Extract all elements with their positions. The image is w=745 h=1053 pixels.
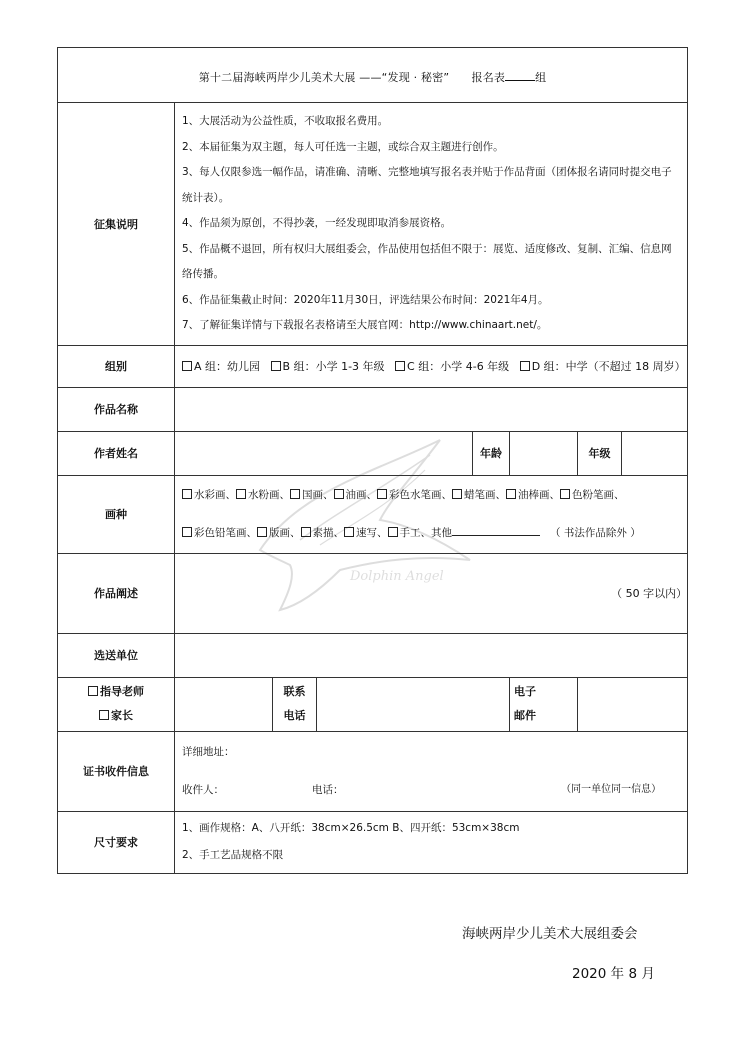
parent-checkbox[interactable] [99,710,109,720]
issue-date: 2020 年 8 月 [572,966,655,982]
media-option: 速写、 [356,527,388,539]
media-checkbox[interactable] [344,527,354,537]
note-item: 2、本届征集为双主题，每人可任选一主题，或综合双主题进行创作。 [182,140,504,153]
address-label: 详细地址： [182,746,235,758]
media-checkbox[interactable] [377,489,387,499]
note-item: 1、大展活动为公益性质，不收取报名费用。 [182,115,389,127]
email-field[interactable] [578,677,688,731]
media-checkbox[interactable] [506,489,516,499]
note-item: 3、每人仅限参选一幅作品，请准确、清晰、完整地填写报名表并贴于作品背面（团体报名请同时提交电子统计表）。 [182,166,672,204]
media-line-1 [182,476,681,514]
media-note: （ 书法作品除外 ） [550,527,641,539]
phone-label-line2: 电话 [283,709,306,722]
author-name-field[interactable] [175,431,473,475]
media-checkbox[interactable] [257,527,267,537]
media-option: 彩色铅笔画、 [194,527,257,539]
recipient-line[interactable] [182,771,681,809]
notes-content [175,103,688,346]
other-media-field[interactable] [452,523,540,536]
group-options [175,345,688,387]
parent-label: 家长 [111,709,133,722]
age-field[interactable] [510,431,578,475]
recipient-label: 收件人： [182,784,224,796]
phone-field[interactable] [317,677,510,731]
form-title [58,48,688,103]
media-checkbox[interactable] [560,489,570,499]
media-checkbox[interactable] [452,489,462,499]
email-label-line2: 邮件 [514,709,536,722]
form-title-main: 第十二届海峡两岸少儿美术大展 ——“发现 · 秘密” [198,70,450,84]
form-title-form: 报名表 [471,70,506,84]
group-label: 组别 [58,345,175,387]
media-line-2 [182,514,681,552]
group-c-label: C 组：小学 4-6 年级 [407,360,510,373]
work-name-field[interactable] [175,387,688,431]
media-option: 油棒画、 [518,489,560,501]
note-item: 6、作品征集截止时间：2020年11月30日，评选结果公布时间：2021年4月。 [182,293,549,306]
teacher-label: 指导老师 [100,685,144,698]
size-requirements [175,811,688,873]
teacher-parent-label [58,677,175,731]
notes-label: 征集说明 [58,103,175,346]
teacher-checkbox[interactable] [88,686,98,696]
note-item: 4、作品须为原创，不得抄袭，一经发现即取消参展资格。 [182,217,452,229]
media-option: 蜡笔画、 [464,489,506,501]
svg-text:Dolphin Angel: Dolphin Angel [350,569,444,584]
phone-label-line1: 联系 [283,685,306,698]
media-option: 水粉画、 [248,489,290,501]
description-field[interactable] [175,553,688,633]
group-c-checkbox[interactable] [395,361,405,371]
teacher-name-field[interactable] [175,677,273,731]
group-a-label: A 组：幼儿园 [194,360,261,373]
media-checkbox[interactable] [182,527,192,537]
size-line-2: 2、手工艺品规格不限 [182,849,284,861]
media-checkbox[interactable] [290,489,300,499]
group-b-checkbox[interactable] [271,361,281,371]
media-options [175,475,688,553]
media-option: 彩色水笔画、 [389,489,452,501]
media-option: 版画、 [269,527,301,539]
media-checkbox[interactable] [182,489,192,499]
media-checkbox[interactable] [301,527,311,537]
phone-label [273,677,317,731]
group-b-label: B 组：小学 1-3 年级 [282,360,385,373]
address-line[interactable] [182,733,681,771]
age-label: 年龄 [473,431,510,475]
media-option: 色粉笔画、 [572,489,625,501]
media-option: 手工、其他 [399,527,452,539]
certificate-info [175,731,688,811]
group-d-checkbox[interactable] [520,361,530,371]
cert-phone-label: 电话： [312,784,344,796]
organizer-name: 海峡两岸少儿美术大展组委会 [462,926,638,942]
media-option: 素描、 [312,527,344,539]
email-label-line1: 电子 [514,685,536,698]
group-d-label: D 组：中学（不超过 18 周岁） [531,360,686,373]
unit-label: 选送单位 [58,633,175,677]
size-line-1: 1、画作规格：A、八开纸：38cm×26.5cm B、四开纸：53cm×38cm [182,822,520,834]
media-checkbox[interactable] [236,489,246,499]
certificate-note: （同一单位同一信息） [561,784,662,795]
unit-field[interactable] [175,633,688,677]
media-option: 国画、 [302,489,334,501]
work-name-label: 作品名称 [58,387,175,431]
form-title-suffix: 组 [535,70,547,84]
media-option: 油画、 [345,489,377,501]
certificate-label: 证书收件信息 [58,731,175,811]
media-checkbox[interactable] [388,527,398,537]
size-label: 尺寸要求 [58,811,175,873]
note-item: 5、作品概不退回，所有权归大展组委会，作品使用包括但不限于：展览、适度修改、复制、汇编、信息网络传播。 [182,242,672,280]
description-note: （ 50 字以内） [611,587,688,600]
group-blank-field[interactable] [505,66,535,81]
grade-label: 年级 [578,431,622,475]
email-label [510,677,578,731]
note-item: 7、了解征集详情与下载报名表格请至大展官网：http://www.chinaart.net/。 [182,319,548,331]
author-name-label: 作者姓名 [58,431,175,475]
grade-field[interactable] [622,431,688,475]
description-label: 作品阐述 [58,553,175,633]
group-a-checkbox[interactable] [182,361,192,371]
media-checkbox[interactable] [334,489,344,499]
registration-form [57,47,688,874]
media-label: 画种 [58,475,175,553]
media-option: 水彩画、 [194,489,236,501]
